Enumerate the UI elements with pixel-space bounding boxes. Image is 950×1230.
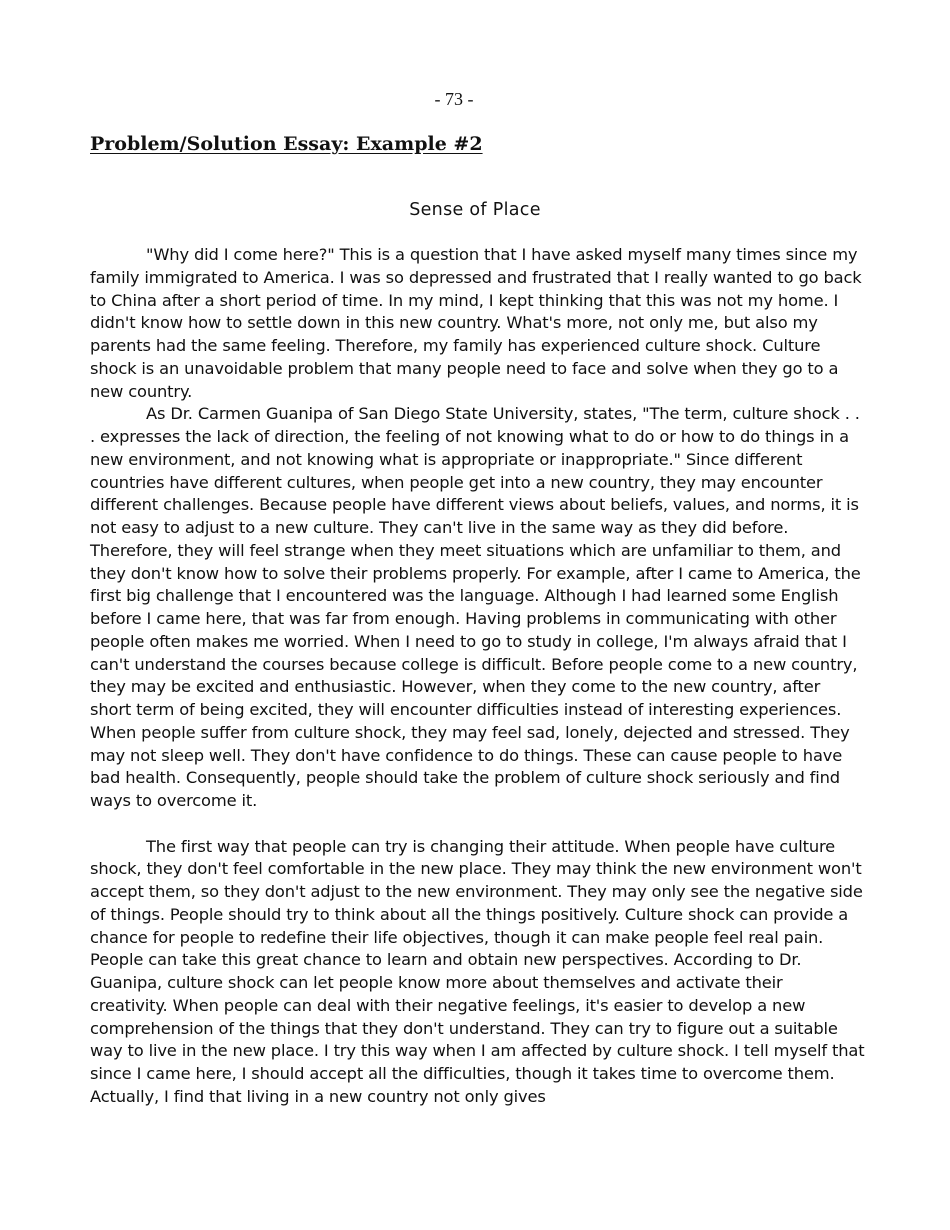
paragraph-2: As Dr. Carmen Guanipa of San Diego State University, states, "The term, culture shock . . . expresses the lack of direction, the feeling of not knowing what to do or how to do things in a new environment, and not knowing what is appropriate or inappropriate." Since different countries have different cultures, when people get into a new country, they may encounter different challenges. Because people have different views about beliefs, values, and norms, it is not easy to adjust to a new culture. They can't live in the same way as they did before. Therefore, they will feel strange when they meet situations which are unfamiliar to them, and they don't know how to solve their problems properly. For example, after I came to America, the first big challenge that I encountered was the language. Although I had learned some English before I came here, that was far from enough. Having problems in communicating with other people often makes me worried. When I need to go to study in college, I'm always afraid that I can't understand the courses because college is difficult. Before people come to a new country, they may be excited and enthusiastic. However, when they come to the new country, after short term of being excited, they will encounter difficulties instead of interesting experiences. When people suffer from culture shock, they may feel sad, lonely, dejected and stressed. They may not sleep well. They don't have confidence to do things. These can cause people to have bad health. Consequently, people should take the problem of culture shock seriously and find ways to overcome it. xyxy=(90,404,861,810)
essay-title: Sense of Place xyxy=(409,200,541,220)
paragraph-1: "Why did I come here?" This is a question that I have asked myself many times since my family immigrated to America. I was so depressed and frustrated that I really wanted to go back to China after a short period of time. In my mind, I kept thinking that this was not my home. I didn't know how to settle down in this new country. What's more, not only me, but also my parents had the same feeling. Therefore, my family has experienced culture shock. Culture shock is an unavoidable problem that many people need to face and solve when they go to a new country. xyxy=(90,245,862,401)
section-heading: Problem/Solution Essay: Example #2 xyxy=(90,133,483,155)
paragraph-3: The first way that people can try is changing their attitude. When people have culture shock, they don't feel comfortable in the new place. They may think the new environment won't accept them, so they don't adjust to the new environment. They may only see the negative side of things. People should try to think about all the things positively. Culture shock can provide a chance for people to redefine their life objectives, though it can make people feel real pain. People can take this great chance to learn and obtain new perspectives. According to Dr. Guanipa, culture shock can let people know more about themselves and activate their creativity. When people can deal with their negative feelings, it's easier to develop a new comprehension of the things that they don't understand. They can try to figure out a suitable way to live in the new place. I try this way when I am affected by culture shock. I tell myself that since I came here, I should accept all the difficulties, though it takes time to overcome them. Actually, I find that living in a new country not only gives xyxy=(90,836,865,1106)
page-number: - 73 - xyxy=(434,89,474,109)
essay-body xyxy=(90,244,865,1109)
